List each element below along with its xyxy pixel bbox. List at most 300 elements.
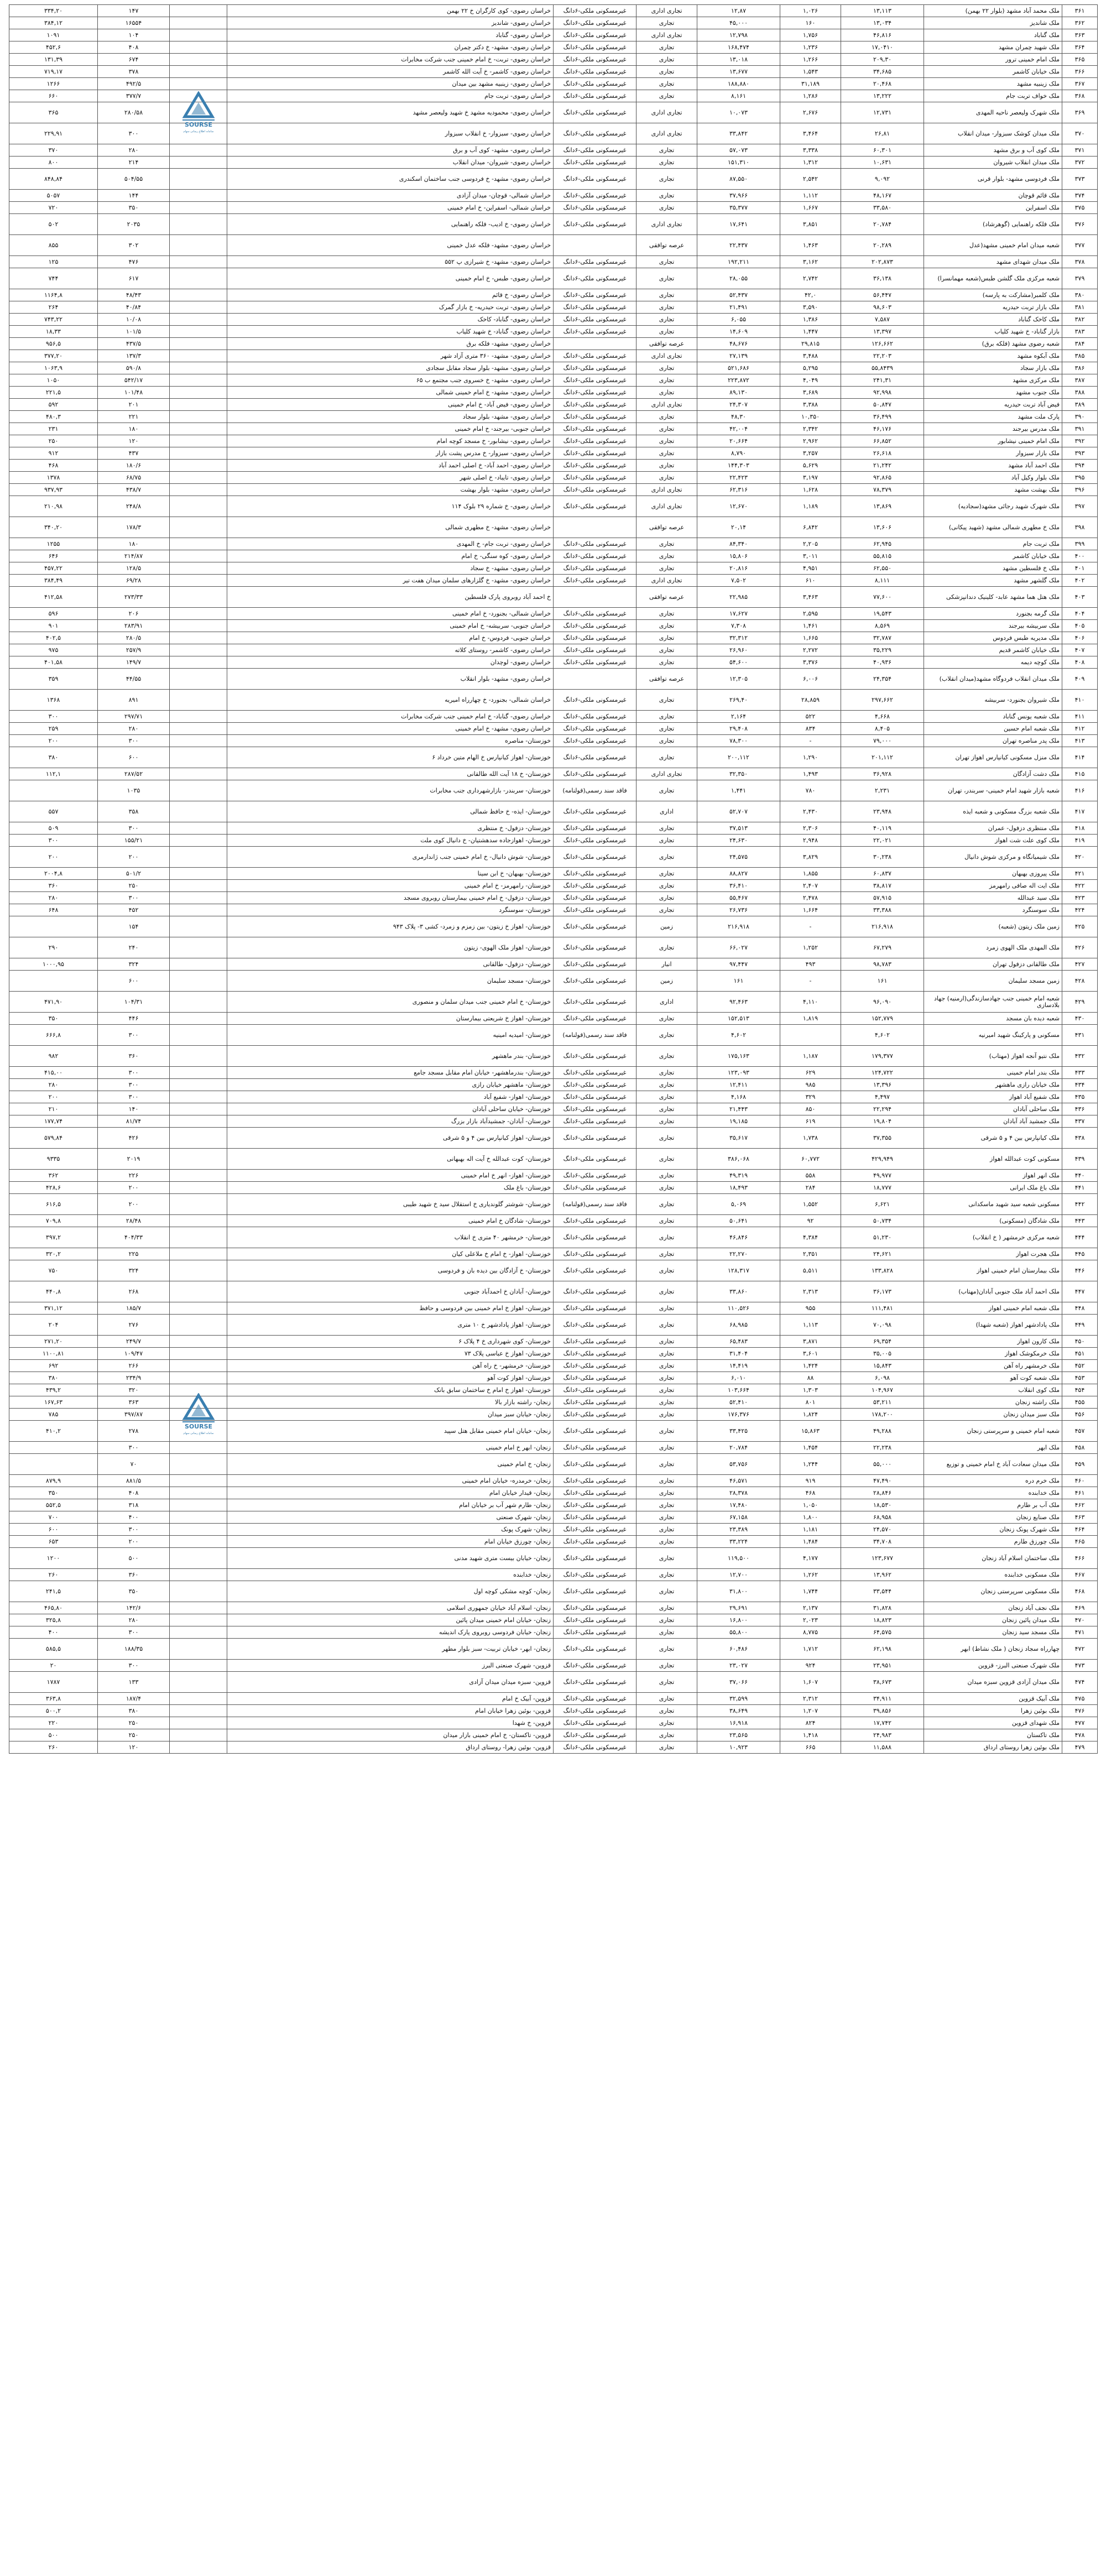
price-value: ۲۹,۶۹۱ (697, 1602, 780, 1614)
total-value: ۲۷۱,۲۰ (9, 1336, 98, 1348)
price-value: ۲۰,۸۱۶ (697, 562, 780, 575)
ownership-type: غیرمسکونی ملکی-۶دانگ (554, 1421, 637, 1442)
building-value: ۳,۳۷۶ (780, 656, 841, 669)
ownership-type: غیرمسکونی ملکی-۶دانگ (554, 835, 637, 847)
property-name: ملک شعبه یونس گناباد (924, 711, 1062, 723)
usage: تجاری (637, 435, 697, 447)
property-name: ملک طالقانی دزفول تهران (924, 958, 1062, 971)
ownership-type: غیرمسکونی ملکی-۶دانگ (554, 1091, 637, 1103)
price-value: ۵۲۱,۶۸۶ (697, 362, 780, 374)
address: زنجان- خیابان سبز میدان (227, 1409, 554, 1421)
property-name: ملک شادگان (مسکونی) (924, 1215, 1062, 1227)
building-value: ۱,۳۱۲ (780, 157, 841, 169)
price-value: ۱۸,۴۹۳ (697, 1182, 780, 1194)
usage: تجاری (637, 326, 697, 338)
row-index: ۳۹۰ (1062, 411, 1098, 423)
area-value: ۱۳,۶۰۶ (841, 517, 924, 538)
price-value: ۱۱۹,۵۰۰ (697, 1548, 780, 1569)
ownership-type: غیرمسکونی ملکی-۶دانگ (554, 78, 637, 90)
row-index: ۴۴۵ (1062, 1248, 1098, 1260)
logo-cell (170, 1103, 227, 1115)
unit-price: ۲۷۸ (98, 1421, 170, 1442)
ownership-type: غیرمسکونی ملکی-۶دانگ (554, 1215, 637, 1227)
building-value: ۱,۴۶۳ (780, 235, 841, 256)
logo-cell (170, 1475, 227, 1487)
total-value: ۷۰۰ (9, 1511, 98, 1524)
area-value: ۱۸,۷۷۷ (841, 1182, 924, 1194)
property-name: ملک احمد آباد مشهد (924, 460, 1062, 472)
property-name: ملک دشت آزادگان (924, 768, 1062, 780)
price-value: ۳۷,۹۶۶ (697, 190, 780, 202)
unit-price: ۳۸۰ (98, 1705, 170, 1717)
row-index: ۴۵۰ (1062, 1336, 1098, 1348)
ownership-type: غیرمسکونی ملکی-۶دانگ (554, 1372, 637, 1384)
ownership-type: غیرمسکونی ملکی-۶دانگ (554, 937, 637, 958)
logo-cell (170, 1115, 227, 1128)
building-value: ۸۳۴ (780, 723, 841, 735)
address: خراسان رضوی- شیروان- میدان انقلاب (227, 157, 554, 169)
area-value: ۱۳,۰۳۴ (841, 17, 924, 29)
property-name: ملک امام خمینی نیشابور (924, 435, 1062, 447)
property-name: شعبه میدان امام خمینی مشهد(عدل (924, 235, 1062, 256)
area-value: ۳۸,۸۱۷ (841, 880, 924, 892)
table-row (9, 214, 1098, 235)
building-value: ۱,۲۴۴ (780, 1454, 841, 1475)
table-row (9, 496, 1098, 517)
property-name: ملک میدان انقلاب شیروان (924, 157, 1062, 169)
unit-price: ۳۵۸ (98, 801, 170, 822)
address: خوزستان- امیدیه امینیه (227, 1025, 554, 1046)
address: زنجان- ابهر خ امام خمینی (227, 1442, 554, 1454)
area-value: ۶۴,۵۷۵ (841, 1626, 924, 1639)
logo-cell (170, 880, 227, 892)
row-index: ۴۲۸ (1062, 971, 1098, 992)
row-index: ۳۸۳ (1062, 326, 1098, 338)
building-value: ۸۵۰ (780, 1103, 841, 1115)
property-name: ملک مرکزی مشهد (924, 374, 1062, 387)
total-value: ۳۷۷,۲۰ (9, 350, 98, 362)
address: خوزستان- اهواز خ عباسی پلاک ۷۳ (227, 1348, 554, 1360)
usage: عرصه توافقی (637, 517, 697, 538)
area-value: ۲۲,۲۰۳ (841, 350, 924, 362)
price-value: ۵۲,۷۰۷ (697, 801, 780, 822)
area-value: ۳۴,۹۱۱ (841, 1693, 924, 1705)
total-value: ۴۴۰,۸ (9, 1281, 98, 1302)
area-value: ۲۴۱,۳۱ (841, 374, 924, 387)
price-value: ۲۹,۴۰۸ (697, 723, 780, 735)
unit-price: ۶۹/۲۸ (98, 575, 170, 587)
row-index: ۴۳۷ (1062, 1115, 1098, 1128)
unit-price: ۱۰۳۵ (98, 780, 170, 801)
usage: تجاری (637, 460, 697, 472)
unit-price: ۱۷۸/۳ (98, 517, 170, 538)
area-value: ۲۹۷,۶۶۲ (841, 690, 924, 711)
address: خوزستان- کوت عبدالله خ آیت اله بهبهانی (227, 1149, 554, 1170)
address: خوزستان- خ امام خمینی جنب میدان سلمان و منصوری (227, 992, 554, 1013)
unit-price: ۱۰۴ (98, 29, 170, 41)
price-value: ۵,۰۶۹ (697, 1194, 780, 1215)
address: خراسان رضوی- احمد آباد- خ اصلی احمد آباد (227, 460, 554, 472)
building-value: - (780, 916, 841, 937)
price-value: ۶۷,۱۵۸ (697, 1511, 780, 1524)
table-row (9, 1079, 1098, 1091)
area-value: ۷۹,۰۰۰ (841, 735, 924, 747)
unit-price: ۳۰۰ (98, 1091, 170, 1103)
building-value: ۳,۴۶۴ (780, 123, 841, 144)
total-value: ۳۸۰ (9, 747, 98, 768)
unit-price: ۳۰۰ (98, 1660, 170, 1672)
unit-price: ۳۱۸ (98, 1499, 170, 1511)
property-name: ملک کیانپارس بین ۴ و ۵ شرقی (924, 1128, 1062, 1149)
total-value: ۲۶۰ (9, 1741, 98, 1754)
address: خوزستان- خیابان ساحلی آبادان (227, 1103, 554, 1115)
total-value: ۴۸۰,۳ (9, 411, 98, 423)
building-value: ۱,۷۳۸ (780, 1128, 841, 1149)
address: خراسان رضوی- تربت- خ امام خمینی جنب شرکت مخابرات (227, 54, 554, 66)
logo-cell (170, 399, 227, 411)
table-row (9, 54, 1098, 66)
usage: تجاری (637, 1409, 697, 1421)
address: خراسان رضوی- مشهد- خ گلزارهای سلمان میدان هفت تیر (227, 575, 554, 587)
price-value: ۶,۰۵۵ (697, 314, 780, 326)
table-row (9, 1602, 1098, 1614)
total-value: ۶۶۰ (9, 90, 98, 102)
row-index: ۳۸۵ (1062, 350, 1098, 362)
usage: تجاری (637, 1614, 697, 1626)
building-value: ۲,۵۴۲ (780, 169, 841, 190)
unit-price: ۴۰۴/۳۳ (98, 1227, 170, 1248)
total-value: ۷۵۰ (9, 1260, 98, 1281)
unit-price: ۴۹۲/۵ (98, 78, 170, 90)
building-value: ۱,۵۵۲ (780, 1194, 841, 1215)
table-row (9, 780, 1098, 801)
area-value: ۶۲,۹۴۵ (841, 538, 924, 550)
usage: تجاری (637, 835, 697, 847)
table-row (9, 17, 1098, 29)
area-value: ۹۸,۶۰۳ (841, 301, 924, 314)
area-value: ۹,۰۹۲ (841, 169, 924, 190)
address: خوزستان- دزفول- طالقانی (227, 958, 554, 971)
row-index: ۴۳۹ (1062, 1149, 1098, 1170)
logo-cell (170, 362, 227, 374)
logo-cell (170, 1524, 227, 1536)
logo-cell (170, 1729, 227, 1741)
table-row (9, 102, 1098, 123)
unit-price: ۸۹۱ (98, 690, 170, 711)
row-index: ۴۴۳ (1062, 1215, 1098, 1227)
sourse-logo (179, 1393, 218, 1436)
table-row (9, 1660, 1098, 1672)
total-value: ۲۹۰ (9, 937, 98, 958)
row-index: ۴۳۰ (1062, 1013, 1098, 1025)
unit-price: ۲۹۷/۷۱ (98, 711, 170, 723)
logo-cell (170, 387, 227, 399)
price-value: ۸۸,۸۲۷ (697, 868, 780, 880)
ownership-type: غیرمسکونی ملکی-۶دانگ (554, 1581, 637, 1602)
building-value: ۲۹,۸۱۵ (780, 338, 841, 350)
logo-cell (170, 484, 227, 496)
unit-price: ۲۵۰ (98, 1717, 170, 1729)
address: خراسان رضوی- محمودیه مشهد خ شهید ولیعصر مشهد (227, 102, 554, 123)
logo-cell (170, 1091, 227, 1103)
building-value: ۲,۲۰۵ (780, 538, 841, 550)
property-name: ملک کاخک گناباد (924, 314, 1062, 326)
row-index: ۴۰۷ (1062, 644, 1098, 656)
unit-price: ۲۸۰ (98, 1614, 170, 1626)
property-table (9, 4, 1098, 1754)
unit-price: ۳۶۰ (98, 1569, 170, 1581)
ownership-type: غیرمسکونی ملکی-۶دانگ (554, 1360, 637, 1372)
address: خوزستان- شوش دانیال- خ امام خمینی جنب ژاندارمری (227, 847, 554, 868)
price-value: ۲۳,۳۸۹ (697, 1524, 780, 1536)
table-row (9, 314, 1098, 326)
property-name: ملک بوئین زهرا (924, 1705, 1062, 1717)
building-value: ۱,۲۶۶ (780, 54, 841, 66)
ownership-type: غیرمسکونی ملکی-۶دانگ (554, 214, 637, 235)
total-value: ۸۰۰ (9, 157, 98, 169)
building-value: ۲,۰۲۳ (780, 1614, 841, 1626)
usage: تجاری (637, 904, 697, 916)
area-value: ۱۳,۳۹۶ (841, 1079, 924, 1091)
unit-price: ۷۰ (98, 1454, 170, 1475)
table-row (9, 268, 1098, 289)
address: خوزستان- مسجد سلیمان (227, 971, 554, 992)
building-value: ۵,۶۲۹ (780, 460, 841, 472)
row-index: ۴۵۸ (1062, 1442, 1098, 1454)
total-value: ۹۰۱ (9, 620, 98, 632)
unit-price: ۱۴۹/۷ (98, 656, 170, 669)
building-value: ۱,۶۰۷ (780, 1672, 841, 1693)
logo-cell (170, 1548, 227, 1569)
row-index: ۳۶۴ (1062, 41, 1098, 54)
ownership-type: غیرمسکونی ملکی-۶دانگ (554, 644, 637, 656)
usage: تجاری (637, 66, 697, 78)
property-name: ملک ابهر (924, 1442, 1062, 1454)
area-value: ۲۰۱,۱۱۲ (841, 747, 924, 768)
logo-cell (170, 656, 227, 669)
area-value: ۳۳,۵۸۰ (841, 202, 924, 214)
table-row (9, 1227, 1098, 1248)
total-value: ۱۰۰۰,۹۵ (9, 958, 98, 971)
price-value: ۵۴,۶۰۰ (697, 656, 780, 669)
property-name: مسکونی شعبه سید شهید ماسکدانی (924, 1194, 1062, 1215)
area-value: ۲۱۶,۹۱۸ (841, 916, 924, 937)
total-value: ۳۷۰ (9, 144, 98, 157)
area-value: ۵۰,۸۴۷ (841, 399, 924, 411)
property-name: ملک میدان شهدای مشهد (924, 256, 1062, 268)
ownership-type: غیرمسکونی ملکی-۶دانگ (554, 66, 637, 78)
row-index: ۴۶۸ (1062, 1581, 1098, 1602)
table-row (9, 1025, 1098, 1046)
row-index: ۴۴۴ (1062, 1227, 1098, 1248)
ownership-type: غیرمسکونی ملکی-۶دانگ (554, 1115, 637, 1128)
ownership-type: غیرمسکونی ملکی-۶دانگ (554, 1672, 637, 1693)
row-index: ۳۹۲ (1062, 435, 1098, 447)
row-index: ۴۴۸ (1062, 1302, 1098, 1315)
price-value: ۶۰,۴۸۶ (697, 1639, 780, 1660)
row-index: ۴۱۷ (1062, 801, 1098, 822)
total-value: ۱۳۶۸ (9, 690, 98, 711)
property-name: ملک خیابان کاشمر (924, 66, 1062, 78)
logo-cell (170, 1511, 227, 1524)
table-row (9, 78, 1098, 90)
building-value: ۱,۶۶۷ (780, 202, 841, 214)
ownership-type: غیرمسکونی ملکی-۶دانگ (554, 632, 637, 644)
table-body (9, 5, 1098, 1754)
ownership-type: غیرمسکونی ملکی-۶دانگ (554, 1336, 637, 1348)
address: خوزستان- بندر ماهشهر (227, 1046, 554, 1067)
property-name: ملک بازار تربت حیدریه (924, 301, 1062, 314)
area-value: ۴۰,۹۳۶ (841, 656, 924, 669)
total-value: ۲۳۱ (9, 423, 98, 435)
area-value: ۱۸,۵۳۰ (841, 1499, 924, 1511)
row-index: ۴۳۴ (1062, 1079, 1098, 1091)
address: زنجان- خیابان فردوسی روبروی پارک اندیشه (227, 1626, 554, 1639)
table-row (9, 1475, 1098, 1487)
building-value: ۱,۷۴۴ (780, 1581, 841, 1602)
address: خوزستان- مناصره (227, 735, 554, 747)
usage: تجاری (637, 1227, 697, 1248)
row-index: ۴۵۴ (1062, 1384, 1098, 1396)
area-value: ۴۹,۹۷۷ (841, 1170, 924, 1182)
area-value: ۹۲,۹۹۸ (841, 387, 924, 399)
table-row (9, 1536, 1098, 1548)
ownership-type: غیرمسکونی ملکی-۶دانگ (554, 17, 637, 29)
property-name: ملک خرم دره (924, 1475, 1062, 1487)
table-row (9, 1348, 1098, 1360)
row-index: ۴۴۷ (1062, 1281, 1098, 1302)
area-value: ۴۹,۲۸۸ (841, 1421, 924, 1442)
price-value: ۳۵,۶۱۷ (697, 1128, 780, 1149)
total-value: ۲۶۴ (9, 301, 98, 314)
ownership-type (554, 235, 637, 256)
row-index: ۴۲۰ (1062, 847, 1098, 868)
price-value: ۵۵,۸۰۰ (697, 1626, 780, 1639)
ownership-type: غیرمسکونی ملکی-۶دانگ (554, 892, 637, 904)
usage: اداری (637, 801, 697, 822)
total-value: ۳۶۲ (9, 1170, 98, 1182)
row-index: ۴۷۳ (1062, 1660, 1098, 1672)
table-row (9, 1260, 1098, 1281)
ownership-type: غیرمسکونی ملکی-۶دانگ (554, 1260, 637, 1281)
property-name: ملک میدان پائین زنجان (924, 1614, 1062, 1626)
unit-price: ۲۲۱ (98, 411, 170, 423)
table-row (9, 1091, 1098, 1103)
building-value: ۱,۴۶۱ (780, 620, 841, 632)
logo-cell (170, 916, 227, 937)
address: خوزستان- دزفول- خ منتظری (227, 822, 554, 835)
building-value: ۱,۰۵۰ (780, 1499, 841, 1511)
logo-cell (170, 550, 227, 562)
area-value: ۳۳,۳۸۸ (841, 904, 924, 916)
area-value: ۴۷,۴۹۰ (841, 1475, 924, 1487)
ownership-type: غیرمسکونی ملکی-۶دانگ (554, 169, 637, 190)
price-value: ۸۹,۱۳۰ (697, 387, 780, 399)
total-value (9, 1454, 98, 1475)
table-row (9, 169, 1098, 190)
property-name: شعبه بازار شهید امام خمینی- سربندر، تهران (924, 780, 1062, 801)
table-row (9, 735, 1098, 747)
ownership-type: غیرمسکونی ملکی-۶دانگ (554, 822, 637, 835)
total-value: ۴۵۷,۲۲ (9, 562, 98, 575)
usage: تجاری (637, 1639, 697, 1660)
usage: تجاری (637, 1336, 697, 1348)
table-row (9, 1639, 1098, 1660)
area-value: ۲۴,۹۸۳ (841, 1729, 924, 1741)
logo-cell (170, 1281, 227, 1302)
price-value: ۲۴,۳۰۷ (697, 399, 780, 411)
address: زنجان- خیابان امام خمینی میدان پائین (227, 1614, 554, 1626)
property-name: ملک هجرت اهواز (924, 1248, 1062, 1260)
table-row (9, 289, 1098, 301)
total-value: ۵۰۲ (9, 214, 98, 235)
area-value: ۳۶,۴۹۹ (841, 411, 924, 423)
total-value: ۲۱۰ (9, 1103, 98, 1115)
unit-price: ۲۸۳/۹۱ (98, 620, 170, 632)
area-value: ۸,۱۱۱ (841, 575, 924, 587)
unit-price: ۱۸۵/۷ (98, 1302, 170, 1315)
row-index: ۴۷۷ (1062, 1717, 1098, 1729)
ownership-type: غیرمسکونی ملکی-۶دانگ (554, 847, 637, 868)
address: خراسان جنوبی- بیرجند- خ امام خمینی (227, 423, 554, 435)
property-name: ملک شهید چمران مشهد (924, 41, 1062, 54)
total-value: ۵۹۲ (9, 399, 98, 411)
price-value: ۵۵,۴۶۷ (697, 892, 780, 904)
row-index: ۳۷۷ (1062, 235, 1098, 256)
property-name: ملک بازار سبزوار (924, 447, 1062, 460)
address: خوزستان- ماهشهر خیابان رازی (227, 1079, 554, 1091)
area-value: ۲۰,۴۶۸ (841, 78, 924, 90)
usage: زمین (637, 971, 697, 992)
area-value: ۱۲۴,۷۲۲ (841, 1067, 924, 1079)
usage: تجاری (637, 1091, 697, 1103)
total-value: ۱۰۹۱ (9, 29, 98, 41)
ownership-type: غیرمسکونی ملکی-۶دانگ (554, 1626, 637, 1639)
logo-cell (170, 301, 227, 314)
logo-cell (170, 1672, 227, 1693)
usage: تجاری اداری (637, 102, 697, 123)
table-row (9, 1487, 1098, 1499)
total-value: ۴۱۵,۰۰ (9, 1067, 98, 1079)
unit-price: ۱۳۳ (98, 1672, 170, 1693)
logo-cell (170, 735, 227, 747)
ownership-type: غیرمسکونی ملکی-۶دانگ (554, 1281, 637, 1302)
logo-cell (170, 1348, 227, 1360)
price-value: ۲۶۹,۴۰ (697, 690, 780, 711)
unit-price: ۴۲۶ (98, 1128, 170, 1149)
table-row (9, 5, 1098, 17)
usage: تجاری (637, 656, 697, 669)
row-index: ۴۷۵ (1062, 1693, 1098, 1705)
usage: عرصه توافقی (637, 235, 697, 256)
building-value: ۱,۸۵۵ (780, 868, 841, 880)
usage: تجاری (637, 1396, 697, 1409)
table-row (9, 847, 1098, 868)
ownership-type: غیرمسکونی ملکی-۶دانگ (554, 1602, 637, 1614)
ownership-type: غیرمسکونی ملکی-۶دانگ (554, 362, 637, 374)
table-row (9, 190, 1098, 202)
property-name: ملک المهدی ملک الهوی زمرد (924, 937, 1062, 958)
table-row (9, 1548, 1098, 1569)
logo-cell (170, 1705, 227, 1717)
row-index: ۴۵۲ (1062, 1360, 1098, 1372)
row-index: ۴۷۱ (1062, 1626, 1098, 1639)
price-value: ۳۳,۸۶۰ (697, 1281, 780, 1302)
area-value: ۴۶,۱۷۶ (841, 423, 924, 435)
logo-cell (170, 1315, 227, 1336)
usage: تجاری (637, 1248, 697, 1260)
ownership-type: غیرمسکونی ملکی-۶دانگ (554, 157, 637, 169)
